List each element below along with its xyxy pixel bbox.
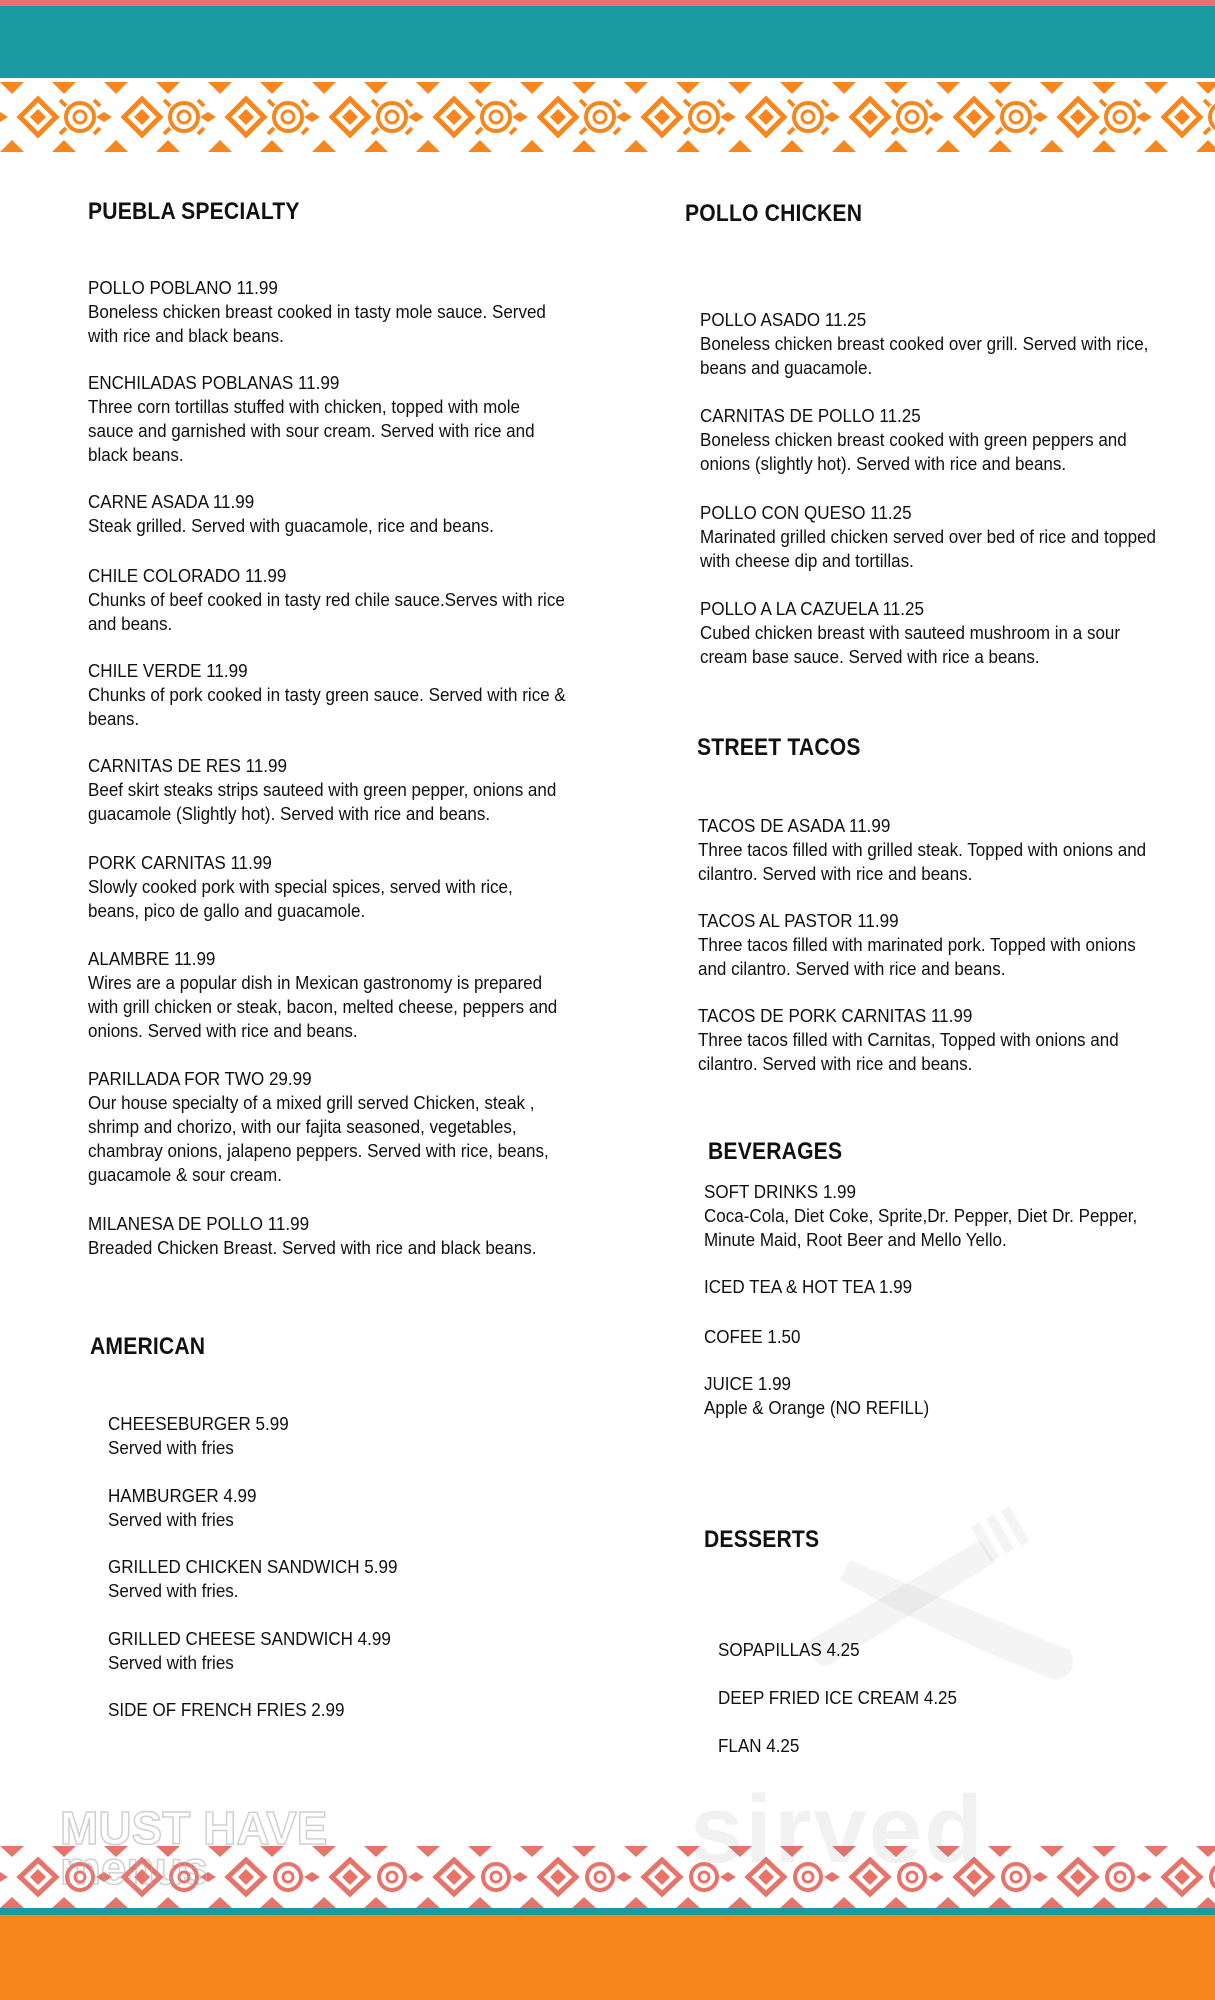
item-name: GRILLED CHICKEN SANDWICH 5.99 bbox=[108, 1556, 398, 1577]
menu-item-hamburger bbox=[108, 1484, 586, 1532]
section-title-beverages: BEVERAGES bbox=[708, 1138, 843, 1165]
item-desc: Coca-Cola, Diet Coke, Sprite,Dr. Pepper, Diet Dr. Pepper, Minute Maid, Root Beer and Mello Yello. bbox=[704, 1205, 1138, 1250]
item-name: TACOS DE PORK CARNITAS 11.99 bbox=[698, 1005, 973, 1026]
item-desc: Chunks of beef cooked in tasty red chile sauce.Serves with rice and beans. bbox=[88, 589, 565, 634]
item-desc: Three corn tortillas stuffed with chicken, topped with mole sauce and garnished with sour cream. Served with rice and black beans. bbox=[88, 396, 535, 465]
item-name: PARILLADA FOR TWO 29.99 bbox=[88, 1068, 312, 1089]
menu-item-iced-tea-hot-tea bbox=[704, 1275, 1173, 1299]
item-desc: Our house specialty of a mixed grill served Chicken, steak , shrimp and chorizo, with our fajita seasoned, vegetables, chambray onions, jalapeno peppers. Served with rice, beans, guacamole & sour cream. bbox=[88, 1092, 549, 1185]
menu-item-enchiladas-poblanas bbox=[88, 371, 566, 467]
section-title-pollo: POLLO CHICKEN bbox=[685, 200, 863, 227]
menu-item-alambre bbox=[88, 947, 566, 1043]
sirved-watermark: sirved bbox=[690, 1776, 985, 1883]
item-name: CARNITAS DE RES 11.99 bbox=[88, 755, 287, 776]
menu-item-cheeseburger bbox=[108, 1412, 586, 1460]
item-name: HAMBURGER 4.99 bbox=[108, 1485, 257, 1506]
item-name: SOPAPILLAS 4.25 bbox=[718, 1639, 860, 1660]
item-name: SIDE OF FRENCH FRIES 2.99 bbox=[108, 1699, 345, 1720]
menu-item-side-of-french-fries bbox=[108, 1698, 586, 1722]
fork-knife-watermark-icon bbox=[790, 1500, 1090, 1700]
item-name: POLLO ASADO 11.25 bbox=[700, 309, 867, 330]
item-name: POLLO POBLANO 11.99 bbox=[88, 277, 278, 298]
item-name: GRILLED CHEESE SANDWICH 4.99 bbox=[108, 1628, 391, 1649]
menu-item-grilled-cheese-sandwich bbox=[108, 1627, 586, 1675]
item-name: DEEP FRIED ICE CREAM 4.25 bbox=[718, 1687, 957, 1708]
item-desc: Served with fries. bbox=[108, 1580, 239, 1601]
menu-item-pork-carnitas bbox=[88, 851, 566, 923]
menu-item-milanesa-de-pollo bbox=[88, 1212, 566, 1260]
item-name: FLAN 4.25 bbox=[718, 1735, 800, 1756]
menu-item-flan bbox=[718, 1734, 1086, 1758]
item-desc: Breaded Chicken Breast. Served with rice and black beans. bbox=[88, 1237, 537, 1258]
item-name: ALAMBRE 11.99 bbox=[88, 948, 216, 969]
item-desc: Wires are a popular dish in Mexican gastronomy is prepared with grill chicken or steak, bacon, melted cheese, peppers and onions. Served with rice and beans. bbox=[88, 972, 558, 1041]
item-name: POLLO CON QUESO 11.25 bbox=[700, 502, 912, 523]
item-name: SOFT DRINKS 1.99 bbox=[704, 1181, 856, 1202]
menu-item-soft-drinks bbox=[704, 1180, 1173, 1252]
item-desc: Boneless chicken breast cooked over grill. Served with rice, beans and guacamole. bbox=[700, 333, 1149, 378]
menu-item-sopapillas bbox=[718, 1638, 1086, 1662]
item-desc: Cubed chicken breast with sauteed mushroom in a sour cream base sauce. Served with rice a beans. bbox=[700, 622, 1121, 667]
aztec-pattern-top bbox=[0, 82, 1215, 152]
item-desc: Marinated grilled chicken served over bed of rice and topped with cheese dip and tortillas. bbox=[700, 526, 1157, 571]
item-desc: Boneless chicken breast cooked with green peppers and onions (slightly hot). Served with rice and beans. bbox=[700, 429, 1127, 474]
item-name: MILANESA DE POLLO 11.99 bbox=[88, 1213, 310, 1234]
menu-item-deep-fried-ice-cream bbox=[718, 1686, 1086, 1710]
menu-item-pollo-a-la-cazuela bbox=[700, 597, 1169, 669]
menu-item-cofee bbox=[704, 1325, 1173, 1349]
menu-item-juice bbox=[704, 1372, 1173, 1420]
menu-item-chile-colorado bbox=[88, 564, 566, 636]
menu-item-tacos-al-pastor bbox=[698, 909, 1167, 981]
item-desc: Served with fries bbox=[108, 1652, 234, 1673]
menu-item-pollo-asado bbox=[700, 308, 1169, 380]
bottom-teal-line bbox=[0, 1908, 1215, 1915]
item-name: CARNITAS DE POLLO 11.25 bbox=[700, 405, 921, 426]
footer-band bbox=[0, 1915, 1215, 2000]
item-desc: Three tacos filled with Carnitas, Topped with onions and cilantro. Served with rice and beans. bbox=[698, 1029, 1119, 1074]
menu-item-tacos-de-asada bbox=[698, 814, 1167, 886]
header-band bbox=[0, 6, 1215, 78]
item-desc: Apple & Orange (NO REFILL) bbox=[704, 1397, 930, 1418]
menu-item-pollo-poblano bbox=[88, 276, 566, 348]
menu-item-tacos-de-pork-carnitas bbox=[698, 1004, 1167, 1076]
menu-item-carnitas-de-res bbox=[88, 754, 566, 826]
item-name: TACOS DE ASADA 11.99 bbox=[698, 815, 891, 836]
menu-item-parillada-for-two bbox=[88, 1067, 566, 1187]
section-title-puebla: PUEBLA SPECIALTY bbox=[88, 198, 300, 225]
item-desc: Served with fries bbox=[108, 1509, 234, 1530]
item-name: CHEESEBURGER 5.99 bbox=[108, 1413, 289, 1434]
menu-item-pollo-con-queso bbox=[700, 501, 1169, 573]
section-title-street-tacos: STREET TACOS bbox=[697, 734, 861, 761]
item-desc: Served with fries bbox=[108, 1437, 234, 1458]
musthave-menus-watermark bbox=[60, 1802, 328, 1894]
watermark-line-1: MUST HAVE bbox=[60, 1802, 328, 1854]
item-name: ICED TEA & HOT TEA 1.99 bbox=[704, 1276, 913, 1297]
section-title-american: AMERICAN bbox=[90, 1333, 206, 1360]
menu-item-grilled-chicken-sandwich bbox=[108, 1555, 586, 1603]
item-desc: Three tacos filled with grilled steak. Topped with onions and cilantro. Served with rice and beans. bbox=[698, 839, 1147, 884]
item-desc: Slowly cooked pork with special spices, served with rice, beans, pico de gallo and guacamole. bbox=[88, 876, 513, 921]
item-name: PORK CARNITAS 11.99 bbox=[88, 852, 272, 873]
item-desc: Three tacos filled with marinated pork. Topped with onions and cilantro. Served with rice and beans. bbox=[698, 934, 1136, 979]
item-desc: Chunks of pork cooked in tasty green sauce. Served with rice & beans. bbox=[88, 684, 566, 729]
item-name: CHILE COLORADO 11.99 bbox=[88, 565, 287, 586]
item-name: ENCHILADAS POBLANAS 11.99 bbox=[88, 372, 340, 393]
item-desc: Boneless chicken breast cooked in tasty mole sauce. Served with rice and black beans. bbox=[88, 301, 546, 346]
menu-item-carne-asada bbox=[88, 490, 566, 538]
item-name: TACOS AL PASTOR 11.99 bbox=[698, 910, 899, 931]
item-desc: Steak grilled. Served with guacamole, rice and beans. bbox=[88, 515, 494, 536]
item-name: POLLO A LA CAZUELA 11.25 bbox=[700, 598, 924, 619]
item-desc: Beef skirt steaks strips sauteed with green pepper, onions and guacamole (Slightly hot). Served with rice and beans. bbox=[88, 779, 557, 824]
item-name: CHILE VERDE 11.99 bbox=[88, 660, 248, 681]
menu-item-chile-verde bbox=[88, 659, 566, 731]
watermark-line-2: menus bbox=[60, 1842, 209, 1894]
item-name: CARNE ASADA 11.99 bbox=[88, 491, 255, 512]
item-name: JUICE 1.99 bbox=[704, 1373, 792, 1394]
section-title-desserts: DESSERTS bbox=[704, 1526, 820, 1553]
item-name: COFEE 1.50 bbox=[704, 1326, 801, 1347]
menu-item-carnitas-de-pollo bbox=[700, 404, 1169, 476]
